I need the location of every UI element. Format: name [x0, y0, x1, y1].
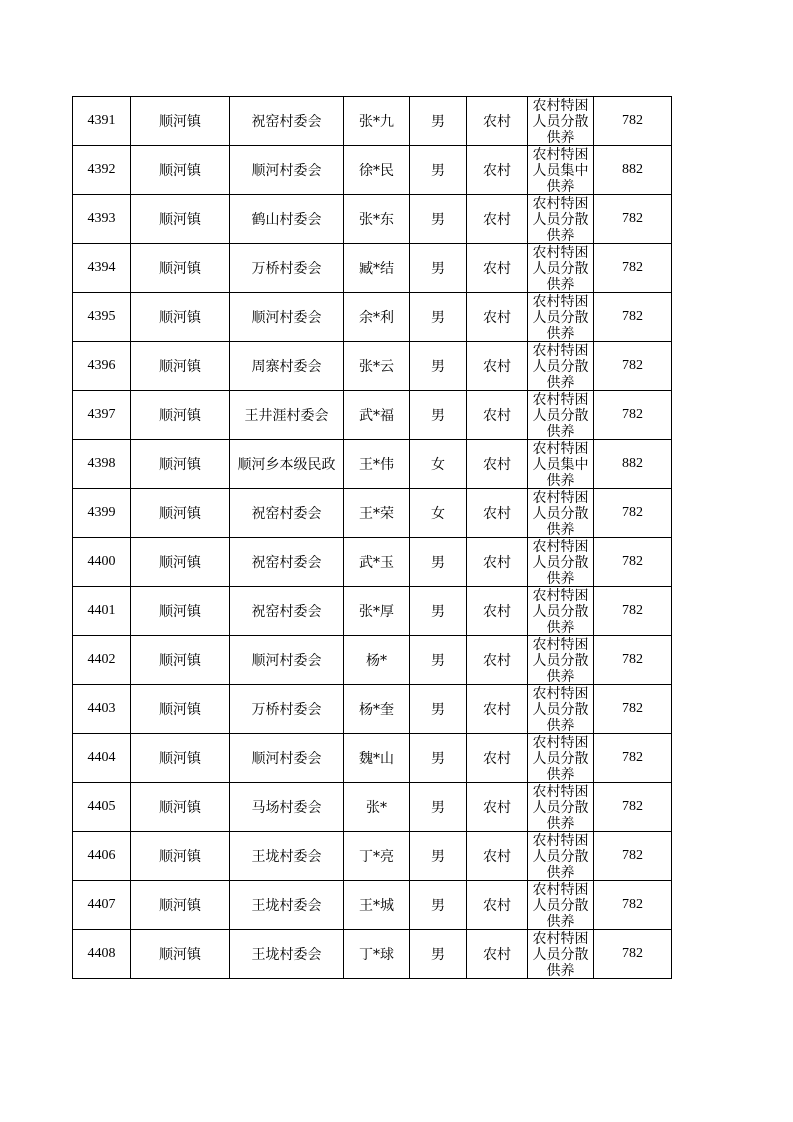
- cell-gender: 男: [410, 244, 467, 293]
- cell-village: 顺河乡本级民政: [230, 440, 344, 489]
- cell-gender: 男: [410, 587, 467, 636]
- cell-amount: 782: [594, 930, 672, 979]
- cell-amount: 782: [594, 97, 672, 146]
- cell-village: 顺河村委会: [230, 293, 344, 342]
- cell-town: 顺河镇: [131, 244, 230, 293]
- cell-id: 4399: [73, 489, 131, 538]
- cell-town: 顺河镇: [131, 538, 230, 587]
- cell-area: 农村: [467, 342, 528, 391]
- cell-gender: 男: [410, 832, 467, 881]
- cell-relief-type: [528, 146, 594, 195]
- cell-amount: 782: [594, 734, 672, 783]
- cell-gender: 男: [410, 734, 467, 783]
- cell-area: 农村: [467, 832, 528, 881]
- cell-village: 王井涯村委会: [230, 391, 344, 440]
- relief-type-text: 农村特困人员分散供养: [532, 637, 589, 684]
- cell-id: 4398: [73, 440, 131, 489]
- cell-id: 4400: [73, 538, 131, 587]
- cell-area: 农村: [467, 293, 528, 342]
- table-row: [73, 783, 672, 832]
- cell-id: 4397: [73, 391, 131, 440]
- table-row: [73, 881, 672, 930]
- cell-relief-type: [528, 538, 594, 587]
- cell-area: 农村: [467, 783, 528, 832]
- cell-relief-type: [528, 489, 594, 538]
- cell-gender: 男: [410, 146, 467, 195]
- cell-area: 农村: [467, 97, 528, 146]
- cell-name: 王*城: [344, 881, 410, 930]
- cell-amount: 782: [594, 293, 672, 342]
- cell-gender: 男: [410, 636, 467, 685]
- cell-village: 万桥村委会: [230, 685, 344, 734]
- cell-village: 王垅村委会: [230, 930, 344, 979]
- cell-relief-type: [528, 391, 594, 440]
- cell-gender: 女: [410, 440, 467, 489]
- cell-gender: 男: [410, 391, 467, 440]
- cell-id: 4394: [73, 244, 131, 293]
- cell-name: 余*利: [344, 293, 410, 342]
- relief-type-text: 农村特困人员分散供养: [532, 735, 589, 782]
- cell-town: 顺河镇: [131, 342, 230, 391]
- table-row: [73, 734, 672, 783]
- cell-relief-type: [528, 930, 594, 979]
- relief-roster-table: [72, 96, 672, 979]
- table-row: [73, 97, 672, 146]
- cell-amount: 782: [594, 881, 672, 930]
- cell-id: 4392: [73, 146, 131, 195]
- cell-amount: 782: [594, 685, 672, 734]
- table-body: [73, 97, 672, 979]
- cell-id: 4401: [73, 587, 131, 636]
- cell-area: 农村: [467, 146, 528, 195]
- cell-village: 顺河村委会: [230, 636, 344, 685]
- cell-relief-type: [528, 244, 594, 293]
- cell-village: 鹤山村委会: [230, 195, 344, 244]
- cell-amount: 782: [594, 195, 672, 244]
- relief-type-text: 农村特困人员分散供养: [532, 196, 589, 243]
- cell-amount: 782: [594, 391, 672, 440]
- relief-type-text: 农村特困人员分散供养: [532, 686, 589, 733]
- cell-id: 4404: [73, 734, 131, 783]
- cell-relief-type: [528, 832, 594, 881]
- cell-name: 武*福: [344, 391, 410, 440]
- cell-town: 顺河镇: [131, 783, 230, 832]
- relief-type-text: 农村特困人员分散供养: [532, 98, 589, 145]
- cell-relief-type: [528, 342, 594, 391]
- table-row: [73, 244, 672, 293]
- cell-area: 农村: [467, 881, 528, 930]
- cell-name: 张*九: [344, 97, 410, 146]
- cell-relief-type: [528, 881, 594, 930]
- cell-gender: 男: [410, 293, 467, 342]
- cell-id: 4408: [73, 930, 131, 979]
- cell-name: 杨*奎: [344, 685, 410, 734]
- cell-village: 祝窑村委会: [230, 587, 344, 636]
- cell-village: 马场村委会: [230, 783, 344, 832]
- cell-id: 4405: [73, 783, 131, 832]
- cell-area: 农村: [467, 636, 528, 685]
- cell-relief-type: [528, 587, 594, 636]
- cell-relief-type: [528, 685, 594, 734]
- cell-village: 顺河村委会: [230, 734, 344, 783]
- cell-town: 顺河镇: [131, 636, 230, 685]
- cell-town: 顺河镇: [131, 734, 230, 783]
- cell-area: 农村: [467, 587, 528, 636]
- cell-gender: 女: [410, 489, 467, 538]
- cell-amount: 782: [594, 587, 672, 636]
- cell-amount: 782: [594, 832, 672, 881]
- cell-name: 张*: [344, 783, 410, 832]
- cell-amount: 782: [594, 342, 672, 391]
- relief-type-text: 农村特困人员分散供养: [532, 931, 589, 978]
- table-row: [73, 636, 672, 685]
- cell-area: 农村: [467, 734, 528, 783]
- cell-relief-type: [528, 440, 594, 489]
- cell-name: 徐*民: [344, 146, 410, 195]
- cell-amount: 782: [594, 636, 672, 685]
- cell-town: 顺河镇: [131, 489, 230, 538]
- cell-gender: 男: [410, 783, 467, 832]
- cell-gender: 男: [410, 97, 467, 146]
- relief-type-text: 农村特困人员分散供养: [532, 588, 589, 635]
- cell-amount: 782: [594, 489, 672, 538]
- cell-town: 顺河镇: [131, 587, 230, 636]
- cell-relief-type: [528, 783, 594, 832]
- cell-area: 农村: [467, 538, 528, 587]
- cell-name: 张*厚: [344, 587, 410, 636]
- table-row: [73, 587, 672, 636]
- relief-type-text: 农村特困人员分散供养: [532, 833, 589, 880]
- cell-name: 王*荣: [344, 489, 410, 538]
- cell-town: 顺河镇: [131, 685, 230, 734]
- cell-name: 丁*亮: [344, 832, 410, 881]
- cell-id: 4395: [73, 293, 131, 342]
- table-row: [73, 146, 672, 195]
- cell-id: 4407: [73, 881, 131, 930]
- cell-name: 臧*结: [344, 244, 410, 293]
- cell-town: 顺河镇: [131, 391, 230, 440]
- cell-town: 顺河镇: [131, 832, 230, 881]
- relief-type-text: 农村特困人员分散供养: [532, 882, 589, 929]
- relief-type-text: 农村特困人员分散供养: [532, 245, 589, 292]
- table-row: [73, 489, 672, 538]
- cell-amount: 882: [594, 146, 672, 195]
- cell-relief-type: [528, 97, 594, 146]
- cell-id: 4393: [73, 195, 131, 244]
- cell-area: 农村: [467, 930, 528, 979]
- cell-relief-type: [528, 734, 594, 783]
- cell-amount: 782: [594, 538, 672, 587]
- cell-id: 4406: [73, 832, 131, 881]
- table-row: [73, 685, 672, 734]
- cell-gender: 男: [410, 930, 467, 979]
- relief-type-text: 农村特困人员分散供养: [532, 539, 589, 586]
- cell-town: 顺河镇: [131, 930, 230, 979]
- cell-town: 顺河镇: [131, 195, 230, 244]
- cell-amount: 782: [594, 244, 672, 293]
- relief-type-text: 农村特困人员分散供养: [532, 294, 589, 341]
- cell-id: 4402: [73, 636, 131, 685]
- cell-area: 农村: [467, 489, 528, 538]
- cell-id: 4391: [73, 97, 131, 146]
- table-row: [73, 538, 672, 587]
- relief-type-text: 农村特困人员集中供养: [532, 441, 589, 488]
- cell-village: 周寨村委会: [230, 342, 344, 391]
- cell-gender: 男: [410, 195, 467, 244]
- relief-type-text: 农村特困人员分散供养: [532, 784, 589, 831]
- cell-gender: 男: [410, 538, 467, 587]
- cell-relief-type: [528, 293, 594, 342]
- cell-area: 农村: [467, 391, 528, 440]
- cell-village: 祝窑村委会: [230, 97, 344, 146]
- relief-type-text: 农村特困人员分散供养: [532, 343, 589, 390]
- cell-village: 万桥村委会: [230, 244, 344, 293]
- cell-name: 张*东: [344, 195, 410, 244]
- cell-town: 顺河镇: [131, 881, 230, 930]
- cell-village: 祝窑村委会: [230, 538, 344, 587]
- cell-gender: 男: [410, 342, 467, 391]
- cell-village: 王垅村委会: [230, 832, 344, 881]
- table-row: [73, 930, 672, 979]
- cell-name: 丁*球: [344, 930, 410, 979]
- table-row: [73, 391, 672, 440]
- cell-village: 顺河村委会: [230, 146, 344, 195]
- cell-name: 杨*: [344, 636, 410, 685]
- cell-name: 魏*山: [344, 734, 410, 783]
- cell-area: 农村: [467, 685, 528, 734]
- cell-relief-type: [528, 195, 594, 244]
- relief-type-text: 农村特困人员分散供养: [532, 490, 589, 537]
- relief-type-text: 农村特困人员分散供养: [532, 392, 589, 439]
- table-row: [73, 195, 672, 244]
- table-row: [73, 342, 672, 391]
- cell-area: 农村: [467, 440, 528, 489]
- relief-type-text: 农村特困人员集中供养: [532, 147, 589, 194]
- table-row: [73, 293, 672, 342]
- cell-area: 农村: [467, 244, 528, 293]
- cell-town: 顺河镇: [131, 440, 230, 489]
- cell-gender: 男: [410, 685, 467, 734]
- cell-area: 农村: [467, 195, 528, 244]
- cell-village: 王垅村委会: [230, 881, 344, 930]
- cell-id: 4396: [73, 342, 131, 391]
- cell-gender: 男: [410, 881, 467, 930]
- cell-village: 祝窑村委会: [230, 489, 344, 538]
- cell-name: 张*云: [344, 342, 410, 391]
- cell-name: 武*玉: [344, 538, 410, 587]
- table-row: [73, 440, 672, 489]
- cell-town: 顺河镇: [131, 146, 230, 195]
- cell-town: 顺河镇: [131, 97, 230, 146]
- cell-amount: 782: [594, 783, 672, 832]
- cell-id: 4403: [73, 685, 131, 734]
- cell-name: 王*伟: [344, 440, 410, 489]
- cell-relief-type: [528, 636, 594, 685]
- cell-town: 顺河镇: [131, 293, 230, 342]
- table-row: [73, 832, 672, 881]
- cell-amount: 882: [594, 440, 672, 489]
